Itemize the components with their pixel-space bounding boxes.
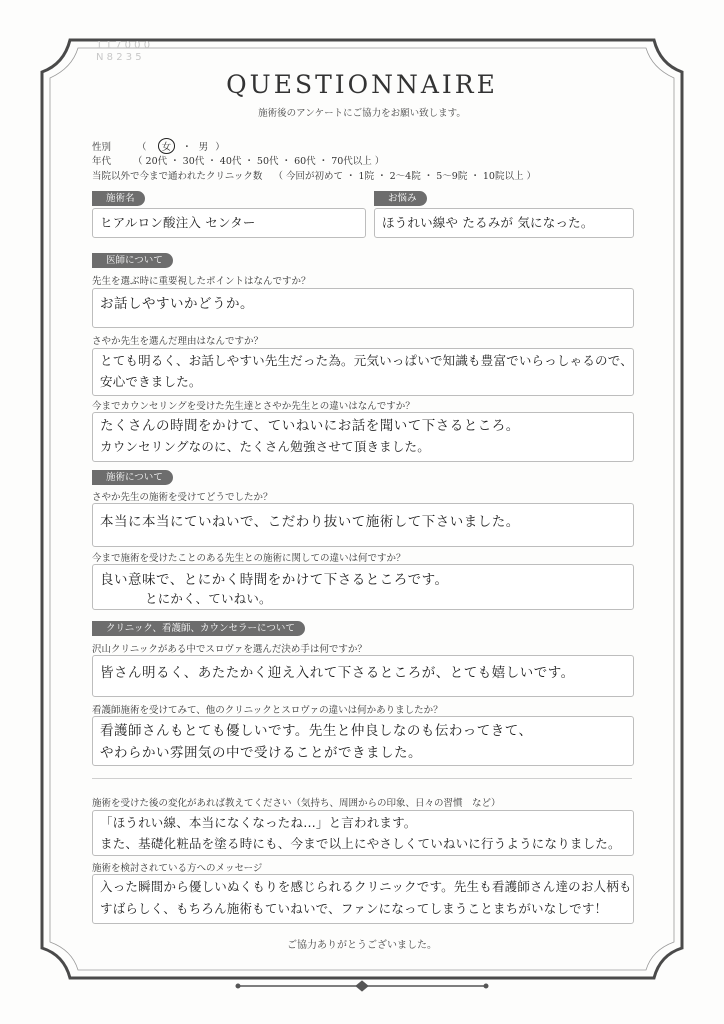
gender-option-male[interactable]: 男 <box>198 142 209 153</box>
answer-7-line-1: 看護師さんもとても優しいです。先生と仲良しなのも伝わってきて、 <box>100 723 533 739</box>
concern-answer: ほうれい線や たるみが 気になった。 <box>382 215 594 230</box>
treatment-answer: ヒアルロン酸注入 センター <box>100 215 256 230</box>
answer-4: 本当に本当にていねいで、こだわり抜いて施術して下さいました。 <box>100 514 520 530</box>
section-doctor-tag: 医師について <box>92 253 173 268</box>
page-title: QUESTIONNAIRE <box>226 70 498 99</box>
section-procedure-tag: 施術について <box>92 470 173 485</box>
answer-7-line-2: やわらかい雰囲気の中で受けることができました。 <box>100 745 422 761</box>
age-options[interactable]: （ 20代 ・ 30代 ・ 40代 ・ 50代 ・ 60代 ・ 70代以上 ） <box>133 156 385 167</box>
bottom-ornament <box>236 981 488 991</box>
answer-2-line-1: とても明るく、お話しやすい先生だった為。元気いっぱいで知識も豊富でいらっしゃるので、 <box>100 353 633 368</box>
answer-9-line-2: すばらしく、もちろん施術もていねいで、ファンになってしまうことまちがいなしです！ <box>100 901 608 916</box>
answer-9-line-1: 入った瞬間から優しいぬくもりを感じられるクリニックです。先生も看護師さん達のお人柄も <box>100 879 632 894</box>
gender-separator: ・ <box>182 142 192 153</box>
gender-label: 性別 <box>92 142 112 153</box>
age-label: 年代 <box>92 156 112 167</box>
gender-row: 性別 （ 女 ・ 男 ） <box>92 138 225 154</box>
answer-3-line-2: カウンセリングなのに、たくさん勉強させて頂きました。 <box>100 439 430 454</box>
page-subtitle: 施術後のアンケートにご協力をお願い致します。 <box>258 108 466 119</box>
gender-option-female[interactable]: 女 <box>158 138 176 154</box>
answer-5-line-1: 良い意味で、とにかく時間をかけて下さるところです。 <box>100 572 449 588</box>
scan-mark: 1 1 7 0 0 0 N 8 2 3 5 <box>96 40 151 63</box>
question-3: 今までカウンセリングを受けた先生達とさやか先生との違いはなんですか？ <box>92 401 415 412</box>
answer-8-line-2: また、基礎化粧品を塗る時にも、今まで以上にやさしくていねいに行うようになりました。 <box>100 836 621 851</box>
answer-2-line-2: 安心できました。 <box>100 374 202 389</box>
question-1: 先生を選ぶ時に重要視したポイントはなんですか？ <box>92 276 311 287</box>
answer-6: 皆さん明るく、あたたかく迎え入れて下さるところが、とても嬉しいです。 <box>100 665 575 681</box>
question-2: さやか先生を選んだ理由はなんですか？ <box>92 336 264 347</box>
section-clinic-tag: クリニック、看護師、カウンセラーについて <box>92 621 305 636</box>
clinic-count-row <box>92 168 536 182</box>
section-divider <box>92 778 632 779</box>
question-6: 沢山クリニックがある中でスロヴァを選んだ決め手は何ですか？ <box>92 644 367 655</box>
question-8: 施術を受けた後の変化があれば教えてください（気持ち、周囲からの印象、日々の習慣 など） <box>92 798 501 809</box>
question-7: 看護師施術を受けてみて、他のクリニックとスロヴァの違いは何かありましたか？ <box>92 705 443 716</box>
clinic-count-options[interactable]: （ 今回が初めて ・ 1院 ・ 2～4院 ・ 5～9院 ・ 10院以上 ） <box>273 171 536 182</box>
answer-5-line-2: とにかく、ていねい。 <box>145 591 272 606</box>
clinic-count-label: 当院以外で今まで通われたクリニック数 <box>92 171 263 182</box>
answer-8-line-1: 「ほうれい線、本当になくなったね…」と言われます。 <box>100 815 417 830</box>
age-row <box>92 153 384 167</box>
question-9: 施術を検討されている方へのメッセージ <box>92 863 263 874</box>
answer-3-line-1: たくさんの時間をかけて、ていねいにお話を聞いて下さるところ。 <box>100 418 520 434</box>
question-4: さやか先生の施術を受けてどうでしたか？ <box>92 492 273 503</box>
answer-1: お話しやすいかどうか。 <box>100 296 254 312</box>
concern-tag: お悩み <box>374 191 427 206</box>
question-5: 今まで施術を受けたことのある先生との施術に関しての違いは何ですか？ <box>92 553 406 564</box>
thanks-message: ご協力ありがとうございました。 <box>287 940 437 951</box>
treatment-tag: 施術名 <box>92 191 145 206</box>
